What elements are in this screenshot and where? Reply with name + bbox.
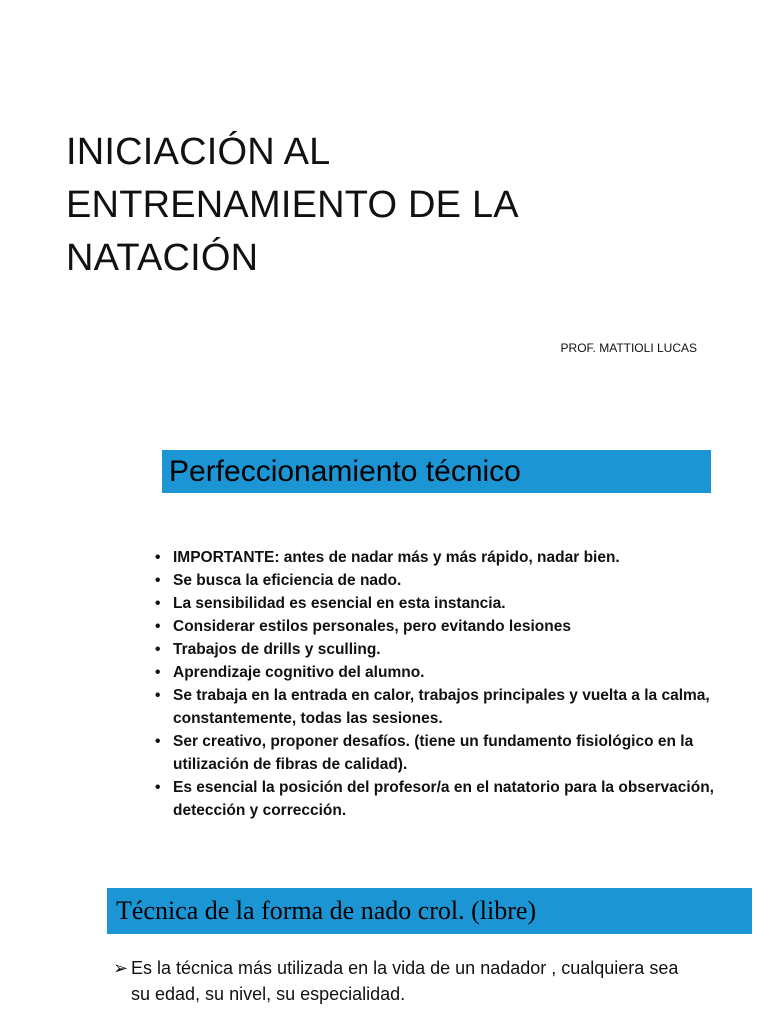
title-line-3: NATACIÓN bbox=[66, 237, 259, 279]
list-item bbox=[155, 546, 715, 569]
list-item-text: Ser creativo, proponer desafíos. (tiene un fundamento fisiológico en la utilización de fibras de calidad). bbox=[173, 733, 694, 773]
list-item-text: Se busca la eficiencia de nado. bbox=[173, 572, 402, 589]
list-item-text: Es esencial la posición del profesor/a en el natatorio para la observación, detección y corrección. bbox=[173, 779, 714, 819]
document-title bbox=[66, 126, 666, 285]
section-heading: Perfeccionamiento técnico bbox=[169, 455, 521, 488]
list-item-text: Trabajos de drills y sculling. bbox=[173, 641, 381, 658]
list-item-text: Es la técnica más utilizada en la vida de un nadador , cualquiera sea su edad, su nivel, su especialidad. bbox=[131, 958, 679, 1004]
title-line-1: INICIACIÓN AL bbox=[66, 131, 331, 173]
list-item-text: Se trabaja en la entrada en calor, trabajos principales y vuelta a la calma, constantemente, todas las sesiones. bbox=[173, 687, 710, 727]
section-banner-tecnica-crol bbox=[107, 888, 752, 934]
bullet-list bbox=[155, 546, 715, 822]
bullet-icon: • bbox=[155, 733, 161, 750]
list-item bbox=[155, 638, 715, 661]
list-item-text: IMPORTANTE: antes de nadar más y más rápido, nadar bien. bbox=[173, 549, 620, 566]
bullet-icon: • bbox=[155, 664, 161, 681]
section-banner-perfeccionamiento bbox=[162, 450, 711, 493]
bullet-icon: • bbox=[155, 595, 161, 612]
bullet-icon: • bbox=[155, 687, 161, 704]
title-line-2: ENTRENAMIENTO DE LA bbox=[66, 184, 519, 226]
list-item bbox=[155, 684, 715, 730]
list-item bbox=[155, 569, 715, 592]
list-item bbox=[155, 730, 715, 776]
list-item bbox=[155, 615, 715, 638]
list-item bbox=[155, 592, 715, 615]
list-item bbox=[155, 776, 715, 822]
list-item bbox=[113, 955, 691, 1007]
list-item-text: Considerar estilos personales, pero evitando lesiones bbox=[173, 618, 571, 635]
bullet-icon: • bbox=[155, 549, 161, 566]
bullet-icon: • bbox=[155, 779, 161, 796]
bullet-icon: • bbox=[155, 618, 161, 635]
bullet-icon: • bbox=[155, 572, 161, 589]
bullet-icon: • bbox=[155, 641, 161, 658]
arrow-bullet-icon: ➢ bbox=[113, 958, 129, 978]
section-heading: Técnica de la forma de nado crol. (libre) bbox=[116, 896, 537, 925]
list-item bbox=[155, 661, 715, 684]
list-item-text: Aprendizaje cognitivo del alumno. bbox=[173, 664, 425, 681]
author-name: PROF. MATTIOLI LUCAS bbox=[560, 341, 697, 355]
list-item-text: La sensibilidad es esencial en esta instancia. bbox=[173, 595, 506, 612]
